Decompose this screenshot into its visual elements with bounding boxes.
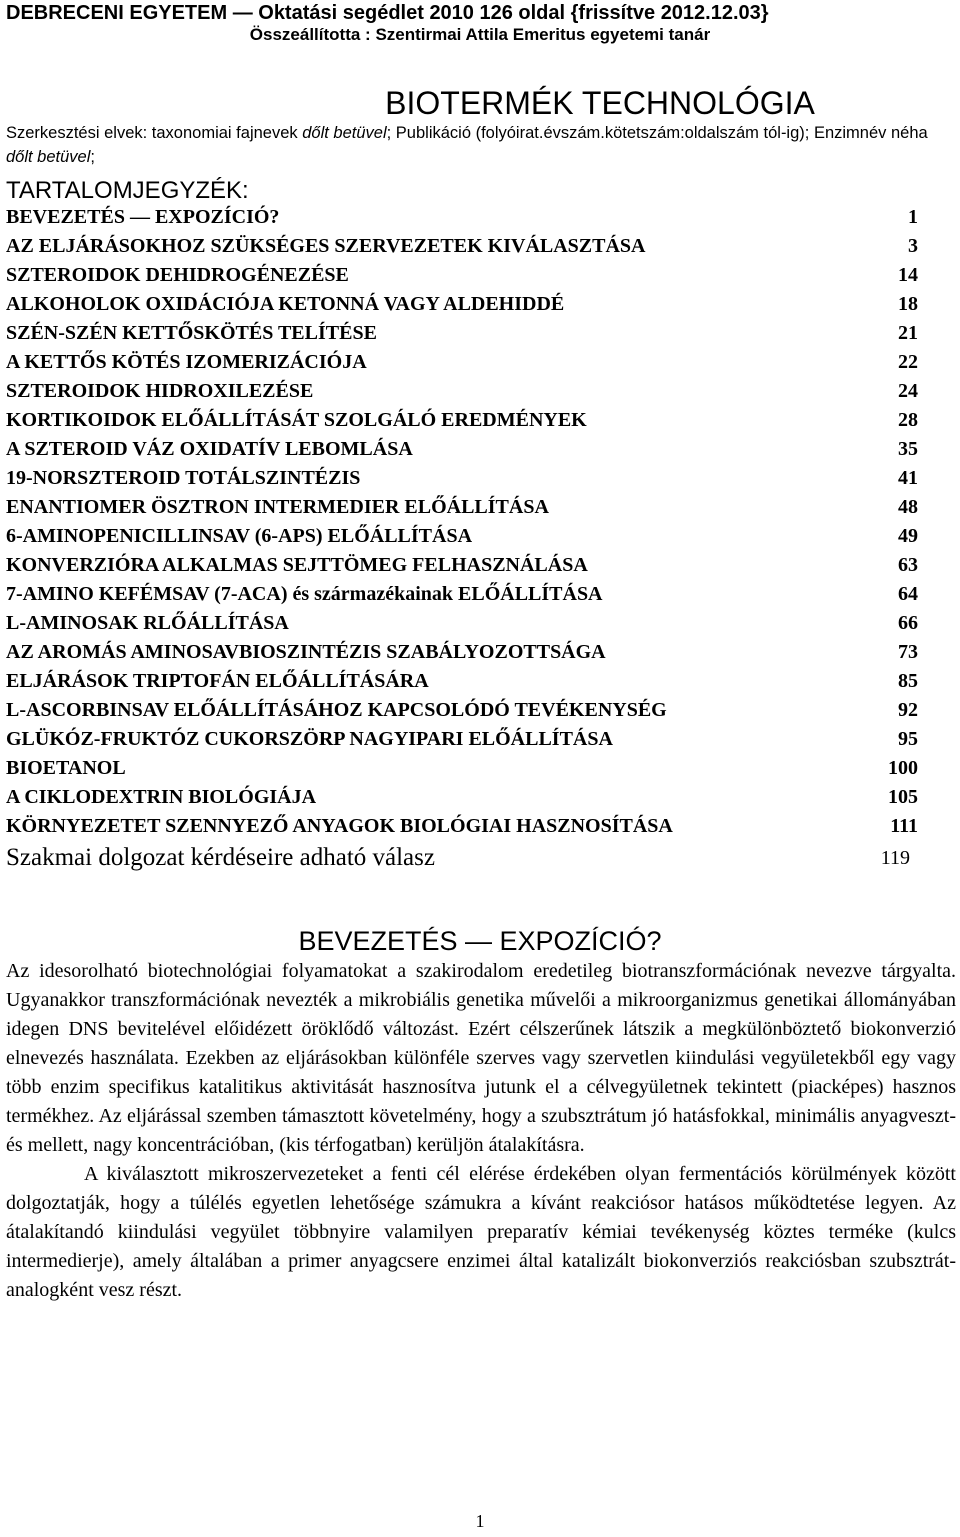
paragraph-2: A kiválasztott mikroszervezeteket a fenti cél elérése érdekében olyan fermentációs körülmények között dolgoztatják, hogy a túlélés egyetlen lehetősége számukra a kívánt reakciósor hatásos működtetése legyen. Az átalakítandó kiindulási vegyület többnyire valamilyen preparatív kémiai tevékenység köztes terméke (kulcs intermedierje), amely általában a primer anyagcsere enzimei által katalizált biokonverziós reakciósban szubsztrát-analogként vesz részt.: [6, 1163, 956, 1301]
toc-entry: [6, 609, 918, 638]
toc-entry-title: SZTEROIDOK HIDROXILEZÉSE: [6, 380, 314, 402]
table-of-contents: [6, 203, 918, 875]
toc-entry-page: 49: [898, 525, 918, 547]
toc-entry: [6, 348, 918, 377]
toc-entry: [6, 812, 918, 841]
toc-entry-page: 35: [898, 438, 918, 460]
toc-entry: [6, 493, 918, 522]
toc-entry: [6, 580, 918, 609]
toc-entry-title: GLÜKÓZ-FRUKTÓZ CUKORSZÖRP NAGYIPARI ELŐÁLLÍTÁSA: [6, 728, 613, 750]
document-header-author: Összeállította : Szentirmai Attila Emeritus egyetemi tanár: [249, 25, 711, 44]
toc-entry-title: KÖRNYEZETET SZENNYEZŐ ANYAGOK BIOLÓGIAI HASZNOSÍTÁSA: [6, 815, 673, 837]
toc-entry-title: SZTEROIDOK DEHIDROGÉNEZÉSE: [6, 264, 349, 286]
toc-entry: [6, 435, 918, 464]
rules-text-1: Szerkesztési elvek: taxonomiai fajnevek: [6, 124, 303, 142]
toc-entry: [6, 290, 918, 319]
toc-entry-title: AZ ELJÁRÁSOKHOZ SZÜKSÉGES SZERVEZETEK KIVÁLASZTÁSA: [6, 235, 646, 257]
toc-entry-title: ELJÁRÁSOK TRIPTOFÁN ELŐÁLLÍTÁSÁRA: [6, 670, 429, 692]
section-body: [6, 957, 956, 1305]
rules-italic-1: dőlt betüvel: [302, 124, 387, 142]
toc-entry-page: 66: [898, 612, 918, 634]
toc-entry-page: 85: [898, 670, 918, 692]
toc-entry-page: 21: [898, 322, 918, 344]
toc-entry-page: 18: [898, 293, 918, 315]
toc-entry-title: A SZTEROID VÁZ OXIDATÍV LEBOMLÁSA: [6, 438, 413, 460]
toc-entry-title: SZÉN-SZÉN KETTŐSKÖTÉS TELÍTÉSE: [6, 322, 377, 344]
toc-entry-title: Szakmai dolgozat kérdéseire adható válasz: [6, 844, 435, 871]
toc-entry: [6, 377, 918, 406]
rules-text-3: ;: [90, 148, 95, 166]
toc-entry-title: BEVEZETÉS — EXPOZÍCIÓ?: [6, 206, 280, 228]
toc-entry-title: KORTIKOIDOK ELŐÁLLÍTÁSÁT SZOLGÁLÓ EREDMÉNYEK: [6, 409, 587, 431]
toc-entry: [6, 725, 918, 754]
toc-entry-title: A CIKLODEXTRIN BIOLÓGIÁJA: [6, 786, 317, 808]
toc-entry-final: [6, 841, 918, 875]
toc-entry-title: KONVERZIÓRA ALKALMAS SEJTTÖMEG FELHASZNÁLÁSA: [6, 554, 588, 576]
rules-italic-2: dőlt betüvel: [6, 148, 91, 166]
toc-entry-title: ALKOHOLOK OXIDÁCIÓJA KETONNÁ VAGY ALDEHIDDÉ: [6, 293, 565, 315]
toc-entry-title: 6-AMINOPENICILLINSAV (6-APS) ELŐÁLLÍTÁSA: [6, 525, 473, 547]
toc-entry-page: 100: [888, 757, 918, 779]
toc-entry-page: 48: [898, 496, 918, 518]
toc-entry-page: 1: [908, 206, 918, 228]
toc-entry-title: L-ASCORBINSAV ELŐÁLLÍTÁSÁHOZ KAPCSOLÓDÓ TEVÉKENYSÉG: [6, 699, 667, 721]
document-title: BIOTERMÉK TECHNOLÓGIA: [385, 85, 815, 121]
toc-entry-page: 105: [888, 786, 918, 808]
toc-entry-page: 95: [898, 728, 918, 750]
toc-entry: [6, 783, 918, 812]
toc-entry-page: 63: [898, 554, 918, 576]
toc-entry: [6, 754, 918, 783]
page-number: 1: [475, 1511, 485, 1531]
toc-heading: TARTALOMJEGYZÉK:: [6, 177, 249, 204]
toc-entry-page: 111: [890, 815, 918, 837]
toc-entry: [6, 232, 918, 261]
rules-text-2: ; Publikáció (folyóirat.évszám.kötetszám:oldalszám tól-ig); Enzimnév néha: [386, 124, 928, 142]
toc-entry: [6, 638, 918, 667]
editing-rules: [6, 121, 956, 169]
toc-entry-page: 92: [898, 699, 918, 721]
document-header-line1: DEBRECENI EGYETEM — Oktatási segédlet 2010 126 oldal {frissítve 2012.12.03}: [6, 2, 769, 24]
toc-entry-title: ENANTIOMER ÖSZTRON INTERMEDIER ELŐÁLLÍTÁSA: [6, 496, 549, 518]
toc-entry-title: L-AMINOSAK RLŐÁLLÍTÁSA: [6, 612, 289, 634]
toc-entry: [6, 667, 918, 696]
toc-entry: [6, 696, 918, 725]
toc-entry-page: 73: [898, 641, 918, 663]
toc-entry: [6, 203, 918, 232]
toc-entry-page: 14: [898, 264, 918, 286]
toc-entry: [6, 406, 918, 435]
toc-entry-page: 119: [880, 847, 910, 869]
toc-entry: [6, 464, 918, 493]
toc-entry-page: 64: [898, 583, 918, 605]
toc-entry: [6, 261, 918, 290]
toc-entry: [6, 522, 918, 551]
toc-entry: [6, 319, 918, 348]
toc-entry-title: 7-AMINO KEFÉMSAV (7-ACA) és származékainak ELŐÁLLÍTÁSA: [6, 583, 603, 605]
toc-entry-title: BIOETANOL: [6, 757, 126, 779]
toc-entry-title: AZ AROMÁS AMINOSAVBIOSZINTÉZIS SZABÁLYOZOTTSÁGA: [6, 641, 606, 663]
toc-entry-page: 28: [898, 409, 918, 431]
toc-entry: [6, 551, 918, 580]
toc-entry-title: 19-NORSZTEROID TOTÁLSZINTÉZIS: [6, 467, 361, 489]
toc-entry-title: A KETTŐS KÖTÉS IZOMERIZÁCIÓJA: [6, 351, 367, 373]
toc-entry-page: 22: [898, 351, 918, 373]
toc-entry-page: 3: [908, 235, 918, 257]
toc-entry-page: 24: [898, 380, 918, 402]
paragraph-1: Az idesorolható biotechnológiai folyamatokat a szakirodalom eredetileg biotranszformációnak nevezve tárgyalta. Ugyanakkor transzformációnak nevezték a mikrobiális genetika művelői a mikroorganizmus genetikai állományában idegen DNS bevitelével előidézett öröklődő változást. Ezért célszerűnek látszik a megkülönböztető biokonverzió elnevezés használata. Ezekben az eljárásokban különféle szerves vagy szervetlen kiindulási vegyületekből egy vagy több enzim specifikus katalitikus aktivitását hasznosítva jutunk el a célvegyületnek tekintett (piacképes) hasznos termékhez. Az eljárással szemben támasztott követelmény, hogy a szubsztrátum jó hatásfokkal, minimális anyagvesztés mellett, nagy koncentrációban, (kis térfogatban) kerüljön átalakításra.: [6, 960, 956, 1156]
toc-entry-page: 41: [898, 467, 918, 489]
section-heading: BEVEZETÉS — EXPOZÍCIÓ?: [298, 926, 662, 956]
